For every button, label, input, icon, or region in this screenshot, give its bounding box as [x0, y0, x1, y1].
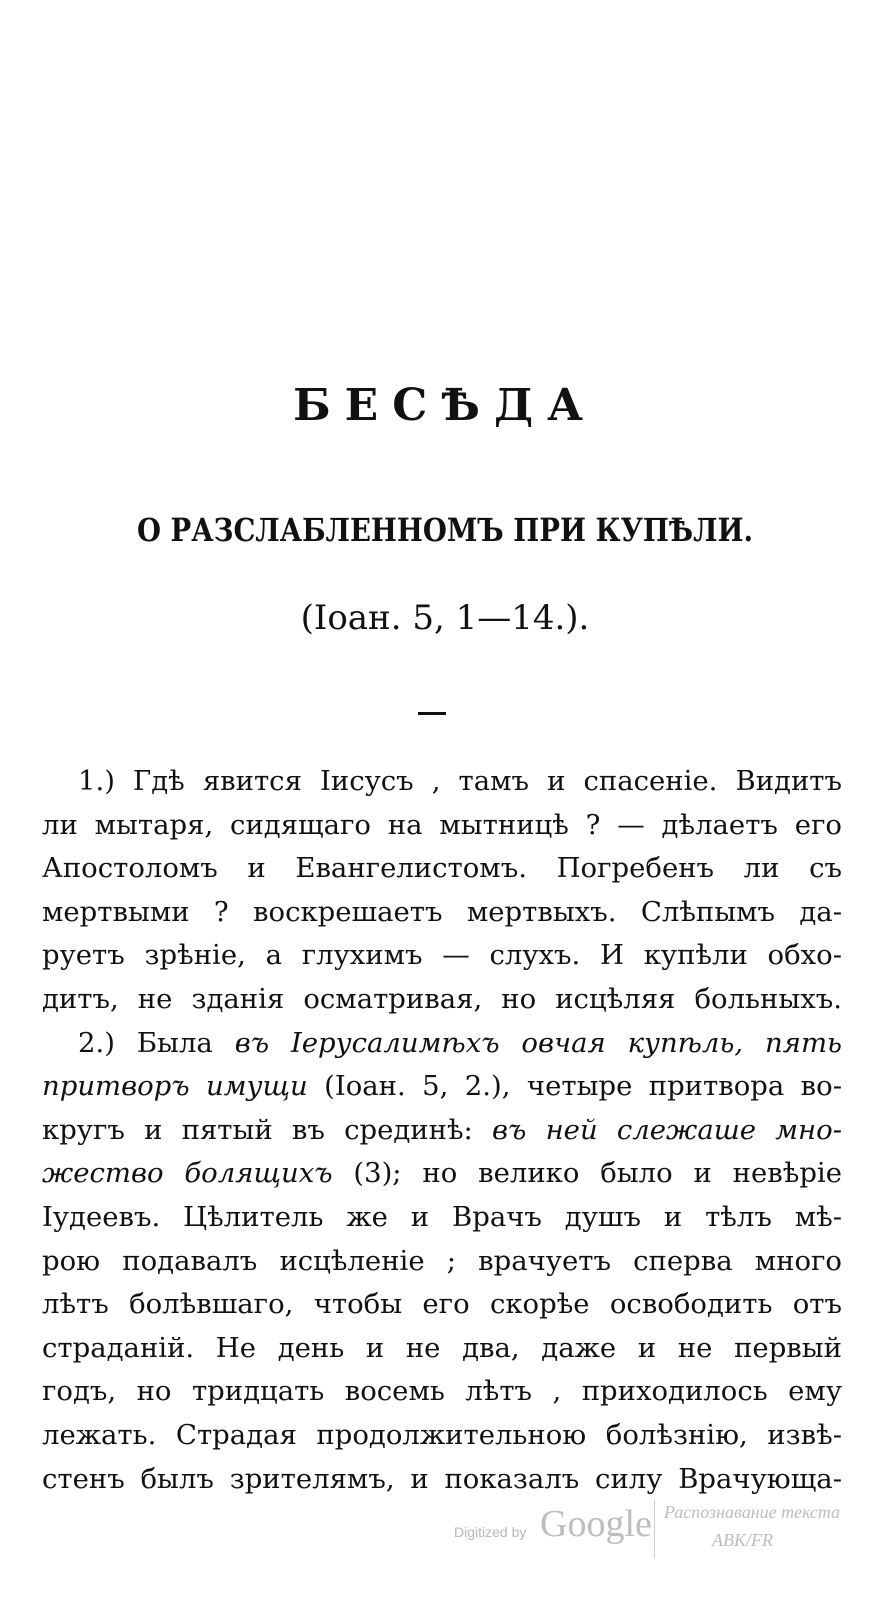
chapter-title: БЕСѢДА	[293, 380, 597, 431]
paragraph-2-text: кругъ и пятый въ срединѣ:	[42, 1113, 493, 1146]
paragraph-1-line: дитъ, не зданія осматривая, но исцѣляя больныхъ.	[42, 982, 842, 1015]
paragraph-2-line	[42, 1022, 842, 1066]
ocr-credit-initials: ABK/FR	[712, 1530, 773, 1550]
digitized-by-label: Digitized by	[454, 1524, 527, 1540]
paragraph-2-quote: притворъ имущи	[42, 1070, 308, 1103]
paragraph-2-text: (Іоан. 5, 2.), четыре притвора во-	[307, 1070, 842, 1103]
watermark-separator	[654, 1500, 655, 1558]
paragraph-2-quote: жество болящихъ	[42, 1157, 333, 1190]
paragraph-2-line: лѣтъ болѣвшаго, чтобы его скорѣе освободить отъ	[42, 1288, 842, 1321]
paragraph-2-line: страданій. Не день и не два, даже и не первый	[42, 1331, 842, 1364]
paragraph-1-line: Апостоломъ и Евангелистомъ. Погребенъ ли съ	[42, 852, 842, 885]
chapter-subtitle: О РАЗСЛАБЛЕННОМЪ ПРИ КУПѢЛИ.	[136, 511, 754, 549]
section-divider	[418, 712, 446, 715]
paragraph-1-line: мертвыми ? воскрешаетъ мертвыхъ. Слѣпымъ да-	[42, 895, 842, 928]
paragraph-2-line: лежать. Страдая продолжительною болѣзнію, извѣ-	[42, 1418, 842, 1451]
paragraph-2-line	[42, 1065, 842, 1109]
paragraph-2-text: 2.) Была	[78, 1026, 235, 1059]
paragraph-2-line	[42, 1109, 842, 1153]
paragraph-1-line: руетъ зрѣніе, а глухимъ — слухъ. И купѣли обхо-	[42, 939, 842, 972]
scripture-reference: (Іоан. 5, 1—14.).	[300, 598, 590, 638]
ocr-credit-line: Распознавание текста	[664, 1502, 841, 1522]
paragraph-2-text: (3); но велико было и невѣріе	[332, 1157, 842, 1190]
paragraph-1-line: 1.) Гдѣ явится Іисусъ , тамъ и спасеніе. Видитъ	[78, 765, 842, 797]
paragraph-2-line	[42, 1152, 842, 1196]
paragraph-2-quote: въ Іерусалимѣхъ овчая купѣль, пять	[234, 1026, 842, 1059]
digitization-watermark	[454, 1500, 874, 1560]
body-text	[42, 760, 842, 1501]
paragraph-2-line: годъ, но тридцать восемь лѣтъ , приходилось ему	[42, 1375, 842, 1408]
paragraph-2-line: стенъ былъ зрителямъ, и показалъ силу Врачующа-	[42, 1462, 842, 1495]
paragraph-2-line: рою подавалъ исцѣленіе ; врачуетъ сперва много	[42, 1244, 842, 1277]
paragraph-1-line: ли мытаря, сидящаго на мытницѣ ? — дѣлаетъ его	[42, 808, 842, 841]
paragraph-2-line: Іудеевъ. Цѣлитель же и Врачъ душъ и тѣлъ мѣ-	[42, 1200, 842, 1233]
google-logo: Google	[540, 1503, 652, 1545]
paragraph-2-quote: въ ней слежаше мно-	[492, 1113, 843, 1146]
